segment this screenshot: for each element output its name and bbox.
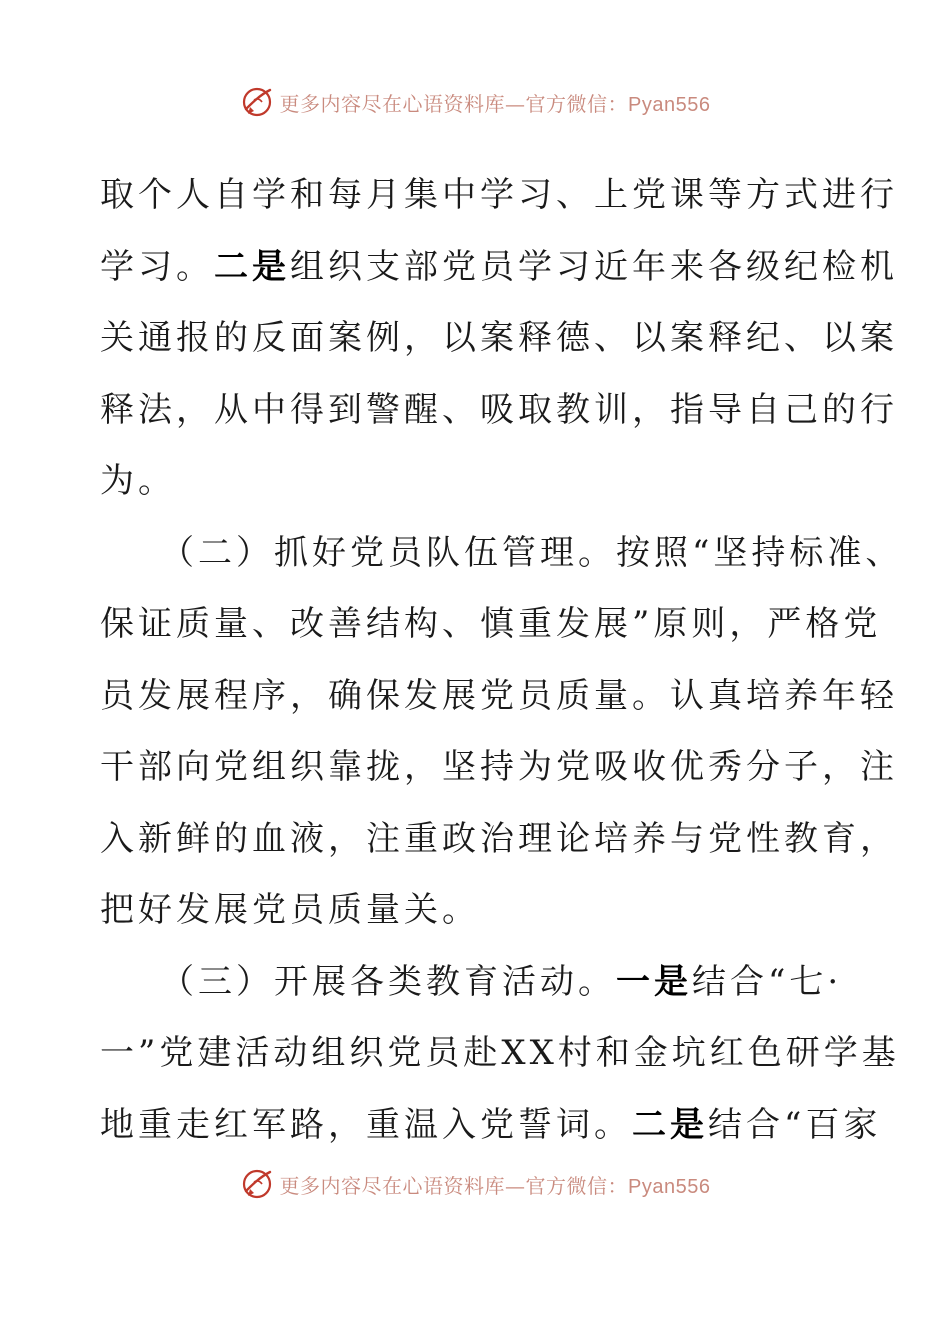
pen-seal-logo-icon [240, 85, 274, 119]
bold-marker: 二是 [214, 246, 290, 287]
watermark-text: 更多内容尽在心语资料库—官方微信：Pyan556 [279, 1173, 711, 1198]
footer-watermark [0, 1164, 950, 1204]
text-line: 取个人自学和每月集中学习、上党课等方式进行 [100, 175, 898, 215]
text-line: 地重走红军路，重温入党誓词。二是结合“百家 [100, 1104, 882, 1145]
text-line: 为。 [100, 461, 176, 501]
text-line: 员发展程序，确保发展党员质量。认真培养年轻 [100, 675, 898, 716]
text-line: 学习。二是组织支部党员学习近年来各级纪检机 [100, 246, 898, 287]
section-heading-line: （三）开展各类教育活动。一是结合“七· [160, 961, 843, 1002]
watermark-text: 更多内容尽在心语资料库—官方微信：Pyan556 [279, 91, 711, 116]
text-line: 保证质量、改善结构、慎重发展”原则，严格党 [100, 604, 882, 644]
bold-marker: 一是 [616, 961, 692, 1002]
section-heading-line: （二）抓好党员队伍管理。按照“坚持标准、 [160, 532, 904, 573]
bold-marker: 二是 [632, 1104, 708, 1145]
text-line: 把好发展党员质量关。 [100, 890, 480, 930]
header-watermark [0, 82, 950, 122]
text-line: 干部向党组织靠拢，坚持为党吸收优秀分子，注 [100, 747, 898, 787]
pen-seal-logo-icon [240, 1167, 274, 1201]
text-line: 关通报的反面案例，以案释德、以案释纪、以案 [100, 318, 898, 358]
document-body [100, 160, 904, 1161]
text-line: 一”党建活动组织党员赴XX村和金坑红色研学基 [100, 1033, 900, 1073]
text-line: 入新鲜的血液，注重政治理论培养与党性教育， [100, 818, 898, 859]
text-line: 释法，从中得到警醒、吸取教训，指导自己的行 [100, 389, 898, 430]
